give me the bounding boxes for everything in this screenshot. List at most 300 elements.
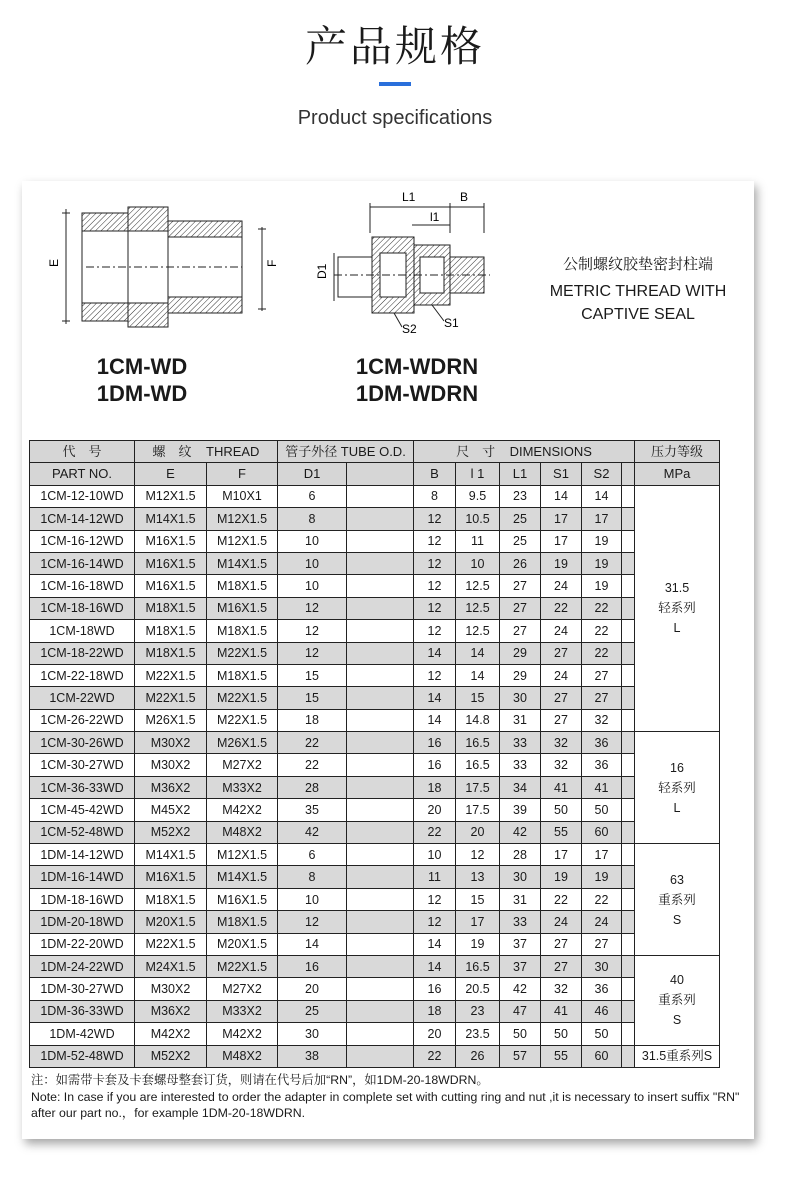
table-cell: M18X1.5	[207, 664, 278, 686]
table-cell: M52X2	[135, 821, 207, 843]
table-cell: 55	[541, 1045, 582, 1067]
table-cell: 1DM-22-20WD	[30, 933, 135, 955]
table-cell: 36	[582, 754, 622, 776]
header-d1: D1	[278, 463, 347, 485]
table-cell: 12	[278, 911, 347, 933]
table-cell: 10	[278, 530, 347, 552]
pressure-code: S	[672, 1013, 682, 1028]
table-gap-cell	[622, 732, 635, 754]
table-gap-cell	[622, 888, 635, 910]
table-cell: 37	[500, 933, 541, 955]
fitting-drawing-wdrn	[294, 187, 494, 337]
table-cell: 17	[541, 508, 582, 530]
table-cell: 27	[582, 664, 622, 686]
table-cell: 1DM-20-18WD	[30, 911, 135, 933]
table-cell: M16X1.5	[135, 552, 207, 574]
table-cell: 14.8	[456, 709, 500, 731]
table-cell: 12	[414, 664, 456, 686]
table-cell: 13	[456, 866, 500, 888]
table-cell: 1CM-18-22WD	[30, 642, 135, 664]
table-cell: M27X2	[207, 978, 278, 1000]
header-e: E	[135, 463, 207, 485]
table-cell: M26X1.5	[207, 732, 278, 754]
table-cell: 1CM-18-16WD	[30, 597, 135, 619]
seal-description	[528, 253, 748, 326]
table-cell: 23	[500, 485, 541, 507]
table-cell	[347, 776, 414, 798]
table-cell: M26X1.5	[135, 709, 207, 731]
table-cell: M12X1.5	[135, 485, 207, 507]
table-cell: 16	[278, 955, 347, 977]
table-cell: 41	[541, 1000, 582, 1022]
table-cell: 10	[456, 552, 500, 574]
table-cell	[347, 575, 414, 597]
table-row	[30, 754, 720, 776]
table-cell: 1CM-18WD	[30, 620, 135, 642]
table-cell: 14	[414, 642, 456, 664]
pressure-code: L	[673, 800, 681, 815]
table-cell: 14	[414, 687, 456, 709]
table-cell: 41	[541, 776, 582, 798]
table-row	[30, 844, 720, 866]
seal-en-line2: CAPTIVE SEAL	[581, 306, 695, 323]
dim-e: E	[47, 258, 61, 267]
table-cell: 17.5	[456, 799, 500, 821]
table-cell: M52X2	[135, 1045, 207, 1067]
table-cell: 12	[414, 552, 456, 574]
spec-table-body	[30, 485, 720, 1067]
table-cell: M14X1.5	[207, 552, 278, 574]
table-cell: M18X1.5	[135, 888, 207, 910]
title-accent-bar	[379, 82, 411, 86]
table-cell: M22X1.5	[135, 664, 207, 686]
table-cell: 14	[456, 664, 500, 686]
table-cell: M30X2	[135, 732, 207, 754]
pressure-value: 16	[670, 760, 684, 775]
dim-b: B	[460, 190, 469, 204]
table-cell: 60	[582, 821, 622, 843]
table-row	[30, 530, 720, 552]
table-cell: 30	[500, 687, 541, 709]
table-cell: 27	[500, 597, 541, 619]
table-cell	[347, 955, 414, 977]
table-gap-cell	[622, 1023, 635, 1045]
dim-i1: l1	[430, 210, 440, 224]
table-gap-cell	[622, 687, 635, 709]
table-row	[30, 687, 720, 709]
table-gap-cell	[622, 844, 635, 866]
table-cell: 1CM-26-22WD	[30, 709, 135, 731]
table-cell	[347, 754, 414, 776]
table-cell	[347, 888, 414, 910]
table-cell	[347, 485, 414, 507]
note-en: Note: In case if you are interested to order the adapter in complete set with cutting ring and nut ,it is necessary to insert suffix "RN" after our part no.，for example 1DM-20-18WDRN.	[31, 1089, 740, 1120]
table-gap-cell	[622, 821, 635, 843]
table-cell: 50	[582, 799, 622, 821]
table-cell: 20	[456, 821, 500, 843]
table-row	[30, 1023, 720, 1045]
table-cell: 34	[500, 776, 541, 798]
table-cell: M20X1.5	[207, 933, 278, 955]
table-cell: 8	[278, 508, 347, 530]
table-cell: M48X2	[207, 821, 278, 843]
table-cell: 60	[582, 1045, 622, 1067]
table-cell: 16	[414, 732, 456, 754]
table-cell: 14	[414, 955, 456, 977]
table-cell: M24X1.5	[135, 955, 207, 977]
table-cell: 47	[500, 1000, 541, 1022]
seal-cn: 公制螺纹胶垫密封柱端	[562, 255, 713, 273]
table-cell: 1CM-52-48WD	[30, 821, 135, 843]
table-cell: 27	[500, 620, 541, 642]
table-cell	[347, 508, 414, 530]
table-cell: 17	[456, 911, 500, 933]
table-cell: 16.5	[456, 955, 500, 977]
table-cell: 1CM-16-14WD	[30, 552, 135, 574]
table-cell: 25	[278, 1000, 347, 1022]
table-row	[30, 933, 720, 955]
table-cell: 1DM-24-22WD	[30, 955, 135, 977]
table-cell: 23.5	[456, 1023, 500, 1045]
table-cell: 14	[582, 485, 622, 507]
table-row	[30, 866, 720, 888]
table-cell: 22	[582, 888, 622, 910]
header-s2: S2	[582, 463, 622, 485]
label-1cm-wdrn: 1CM-WDRN	[355, 354, 479, 379]
header-blank	[347, 463, 414, 485]
label-1cm-wd: 1CM-WD	[96, 354, 188, 379]
table-cell: 28	[500, 844, 541, 866]
table-row	[30, 955, 720, 977]
table-cell: M18X1.5	[135, 597, 207, 619]
table-cell: 18	[414, 776, 456, 798]
table-cell: M16X1.5	[135, 530, 207, 552]
table-cell: 18	[414, 1000, 456, 1022]
table-cell: M22X1.5	[207, 955, 278, 977]
table-cell: 42	[278, 821, 347, 843]
table-cell	[347, 1000, 414, 1022]
table-cell: M16X1.5	[207, 597, 278, 619]
table-cell: 27	[541, 642, 582, 664]
table-cell	[347, 642, 414, 664]
table-cell	[347, 978, 414, 1000]
dim-f: F	[265, 259, 279, 267]
table-row	[30, 911, 720, 933]
header-i1: l 1	[456, 463, 500, 485]
table-cell: 16.5	[456, 732, 500, 754]
table-cell: 25	[500, 508, 541, 530]
table-cell: 50	[500, 1023, 541, 1045]
table-header-row-2	[30, 463, 720, 485]
table-cell: 19	[456, 933, 500, 955]
table-cell: 32	[541, 978, 582, 1000]
table-cell: 42	[500, 978, 541, 1000]
table-cell: 18	[278, 709, 347, 731]
table-cell: 19	[582, 530, 622, 552]
table-cell: 10.5	[456, 508, 500, 530]
table-cell: M12X1.5	[207, 844, 278, 866]
table-cell: 12	[414, 508, 456, 530]
table-cell: 30	[500, 866, 541, 888]
table-cell: M36X2	[135, 776, 207, 798]
table-cell: 24	[541, 911, 582, 933]
table-cell: M22X1.5	[135, 687, 207, 709]
table-gap-cell	[622, 776, 635, 798]
table-cell: 14	[278, 933, 347, 955]
table-cell: 14	[414, 933, 456, 955]
table-cell: M14X1.5	[135, 508, 207, 530]
table-cell: 50	[541, 799, 582, 821]
table-cell: 1CM-22-18WD	[30, 664, 135, 686]
header-dim-cn: 尺 寸	[456, 443, 496, 459]
table-cell: M18X1.5	[207, 575, 278, 597]
table-cell: 12	[278, 597, 347, 619]
table-cell: 24	[541, 620, 582, 642]
table-cell: 12	[278, 620, 347, 642]
table-cell: M42X2	[135, 1023, 207, 1045]
table-cell: 32	[582, 709, 622, 731]
table-row	[30, 1045, 720, 1067]
table-cell	[347, 620, 414, 642]
header-gap	[622, 463, 635, 485]
table-cell: 19	[582, 866, 622, 888]
table-gap-cell	[622, 530, 635, 552]
table-cell: 27	[582, 933, 622, 955]
table-cell	[347, 709, 414, 731]
table-cell	[347, 732, 414, 754]
table-cell: 14	[456, 642, 500, 664]
header-dimensions	[414, 441, 635, 463]
table-cell: 27	[541, 955, 582, 977]
table-cell	[347, 799, 414, 821]
header-part-cn: 代 号	[30, 441, 135, 463]
pressure-rating-cell	[635, 955, 720, 1045]
pressure-series: 轻系列	[658, 780, 696, 795]
header-tube: 管子外径 TUBE O.D.	[278, 441, 414, 463]
fitting-label-wdrn	[332, 353, 502, 407]
table-gap-cell	[622, 575, 635, 597]
table-cell: 31	[500, 888, 541, 910]
table-gap-cell	[622, 754, 635, 776]
pressure-value: 31.5重系列S	[641, 1049, 713, 1064]
table-cell: 10	[278, 888, 347, 910]
spec-card	[22, 181, 754, 1139]
dim-s1: S1	[444, 316, 459, 330]
table-cell: 17	[582, 508, 622, 530]
table-cell: M22X1.5	[135, 933, 207, 955]
table-cell: 25	[500, 530, 541, 552]
pressure-rating-cell	[635, 485, 720, 731]
table-cell: 38	[278, 1045, 347, 1067]
table-cell: 24	[582, 911, 622, 933]
table-gap-cell	[622, 485, 635, 507]
table-row	[30, 597, 720, 619]
header-thread	[135, 441, 278, 463]
table-row	[30, 978, 720, 1000]
table-cell: M27X2	[207, 754, 278, 776]
table-cell: M20X1.5	[135, 911, 207, 933]
table-cell: 12	[414, 530, 456, 552]
table-row	[30, 485, 720, 507]
table-cell: 20.5	[456, 978, 500, 1000]
table-cell: 37	[500, 955, 541, 977]
table-cell	[347, 597, 414, 619]
table-cell: 10	[278, 552, 347, 574]
table-cell	[347, 1023, 414, 1045]
table-cell: 33	[500, 732, 541, 754]
table-cell: 26	[500, 552, 541, 574]
table-cell: M14X1.5	[207, 866, 278, 888]
header-thread-en: THREAD	[206, 443, 260, 459]
pressure-value: 31.5	[664, 581, 690, 596]
table-gap-cell	[622, 552, 635, 574]
table-cell: 50	[582, 1023, 622, 1045]
table-cell: 19	[582, 552, 622, 574]
table-cell: 15	[456, 687, 500, 709]
table-cell: 50	[541, 1023, 582, 1045]
table-gap-cell	[622, 508, 635, 530]
table-cell: 12	[414, 597, 456, 619]
table-cell: 16	[414, 978, 456, 1000]
table-gap-cell	[622, 620, 635, 642]
table-cell: 30	[278, 1023, 347, 1045]
table-cell: 24	[541, 575, 582, 597]
table-cell: 1DM-36-33WD	[30, 1000, 135, 1022]
table-cell	[347, 664, 414, 686]
table-cell: 27	[500, 575, 541, 597]
table-cell: 55	[541, 821, 582, 843]
page-subtitle: Product specifications	[297, 107, 493, 129]
table-gap-cell	[622, 799, 635, 821]
table-cell: 26	[456, 1045, 500, 1067]
table-cell: 35	[278, 799, 347, 821]
table-cell: M18X1.5	[207, 620, 278, 642]
table-cell: 27	[541, 933, 582, 955]
table-cell: 36	[582, 978, 622, 1000]
table-cell: 29	[500, 664, 541, 686]
table-row	[30, 552, 720, 574]
table-row	[30, 1000, 720, 1022]
table-cell: M42X2	[207, 799, 278, 821]
spec-table	[29, 440, 720, 1068]
table-cell: 23	[456, 1000, 500, 1022]
table-cell: M10X1	[207, 485, 278, 507]
table-cell: 1CM-22WD	[30, 687, 135, 709]
table-row	[30, 799, 720, 821]
table-cell: 1CM-30-26WD	[30, 732, 135, 754]
pressure-code: L	[673, 621, 681, 636]
table-cell: 22	[582, 642, 622, 664]
header-s1: S1	[541, 463, 582, 485]
table-cell: 17	[541, 530, 582, 552]
table-cell: 6	[278, 485, 347, 507]
fitting-drawing-wd	[42, 199, 279, 339]
table-cell: 12	[414, 575, 456, 597]
table-gap-cell	[622, 1000, 635, 1022]
table-cell: M22X1.5	[207, 642, 278, 664]
header-thread-cn: 螺 纹	[152, 443, 192, 459]
table-cell: 32	[541, 754, 582, 776]
table-cell: M12X1.5	[207, 530, 278, 552]
table-row	[30, 620, 720, 642]
table-cell: 15	[456, 888, 500, 910]
pressure-series: 重系列	[658, 892, 696, 907]
header-press-cn: 压力等级	[635, 441, 720, 463]
label-1dm-wd: 1DM-WD	[96, 381, 188, 406]
table-cell: 12.5	[456, 620, 500, 642]
table-cell: 36	[582, 732, 622, 754]
header-l1: L1	[500, 463, 541, 485]
table-row	[30, 732, 720, 754]
table-row	[30, 776, 720, 798]
table-cell: 8	[278, 866, 347, 888]
table-row	[30, 888, 720, 910]
table-cell: 41	[582, 776, 622, 798]
table-cell: 31	[500, 709, 541, 731]
table-cell: 1CM-45-42WD	[30, 799, 135, 821]
table-cell: 27	[541, 687, 582, 709]
table-cell: 22	[278, 732, 347, 754]
table-cell: 1CM-30-27WD	[30, 754, 135, 776]
table-cell: 1CM-16-18WD	[30, 575, 135, 597]
table-gap-cell	[622, 1045, 635, 1067]
table-row	[30, 508, 720, 530]
table-cell: 27	[541, 709, 582, 731]
table-cell: 20	[278, 978, 347, 1000]
table-cell: 17.5	[456, 776, 500, 798]
table-cell: 10	[414, 844, 456, 866]
pressure-code: S	[672, 912, 682, 927]
table-cell: 32	[541, 732, 582, 754]
table-gap-cell	[622, 664, 635, 686]
table-cell: M22X1.5	[207, 709, 278, 731]
pressure-series: 重系列	[658, 993, 696, 1008]
header-b: B	[414, 463, 456, 485]
table-cell: 17	[541, 844, 582, 866]
table-cell: M30X2	[135, 754, 207, 776]
table-cell: M14X1.5	[135, 844, 207, 866]
table-row	[30, 575, 720, 597]
table-cell: 29	[500, 642, 541, 664]
table-cell: M22X1.5	[207, 687, 278, 709]
table-cell: 39	[500, 799, 541, 821]
table-gap-cell	[622, 978, 635, 1000]
table-cell: M16X1.5	[135, 866, 207, 888]
header-press-unit: MPa	[635, 463, 720, 485]
table-cell: 17	[582, 844, 622, 866]
pressure-value: 63	[670, 872, 684, 887]
table-cell: 33	[500, 911, 541, 933]
table-cell: 24	[541, 664, 582, 686]
table-cell: 14	[541, 485, 582, 507]
table-cell: 15	[278, 664, 347, 686]
pressure-series: 轻系列	[658, 601, 696, 616]
table-cell: 1CM-14-12WD	[30, 508, 135, 530]
table-cell: 1DM-14-12WD	[30, 844, 135, 866]
order-note	[31, 1072, 751, 1122]
table-cell: M33X2	[207, 776, 278, 798]
table-cell: 19	[541, 866, 582, 888]
table-cell: 6	[278, 844, 347, 866]
table-cell	[347, 866, 414, 888]
table-cell: M16X1.5	[135, 575, 207, 597]
header-dim-en: DIMENSIONS	[509, 443, 592, 459]
table-cell: 12.5	[456, 597, 500, 619]
table-cell: M42X2	[207, 1023, 278, 1045]
pressure-value: 40	[670, 973, 684, 988]
table-cell: 12	[414, 888, 456, 910]
table-gap-cell	[622, 642, 635, 664]
